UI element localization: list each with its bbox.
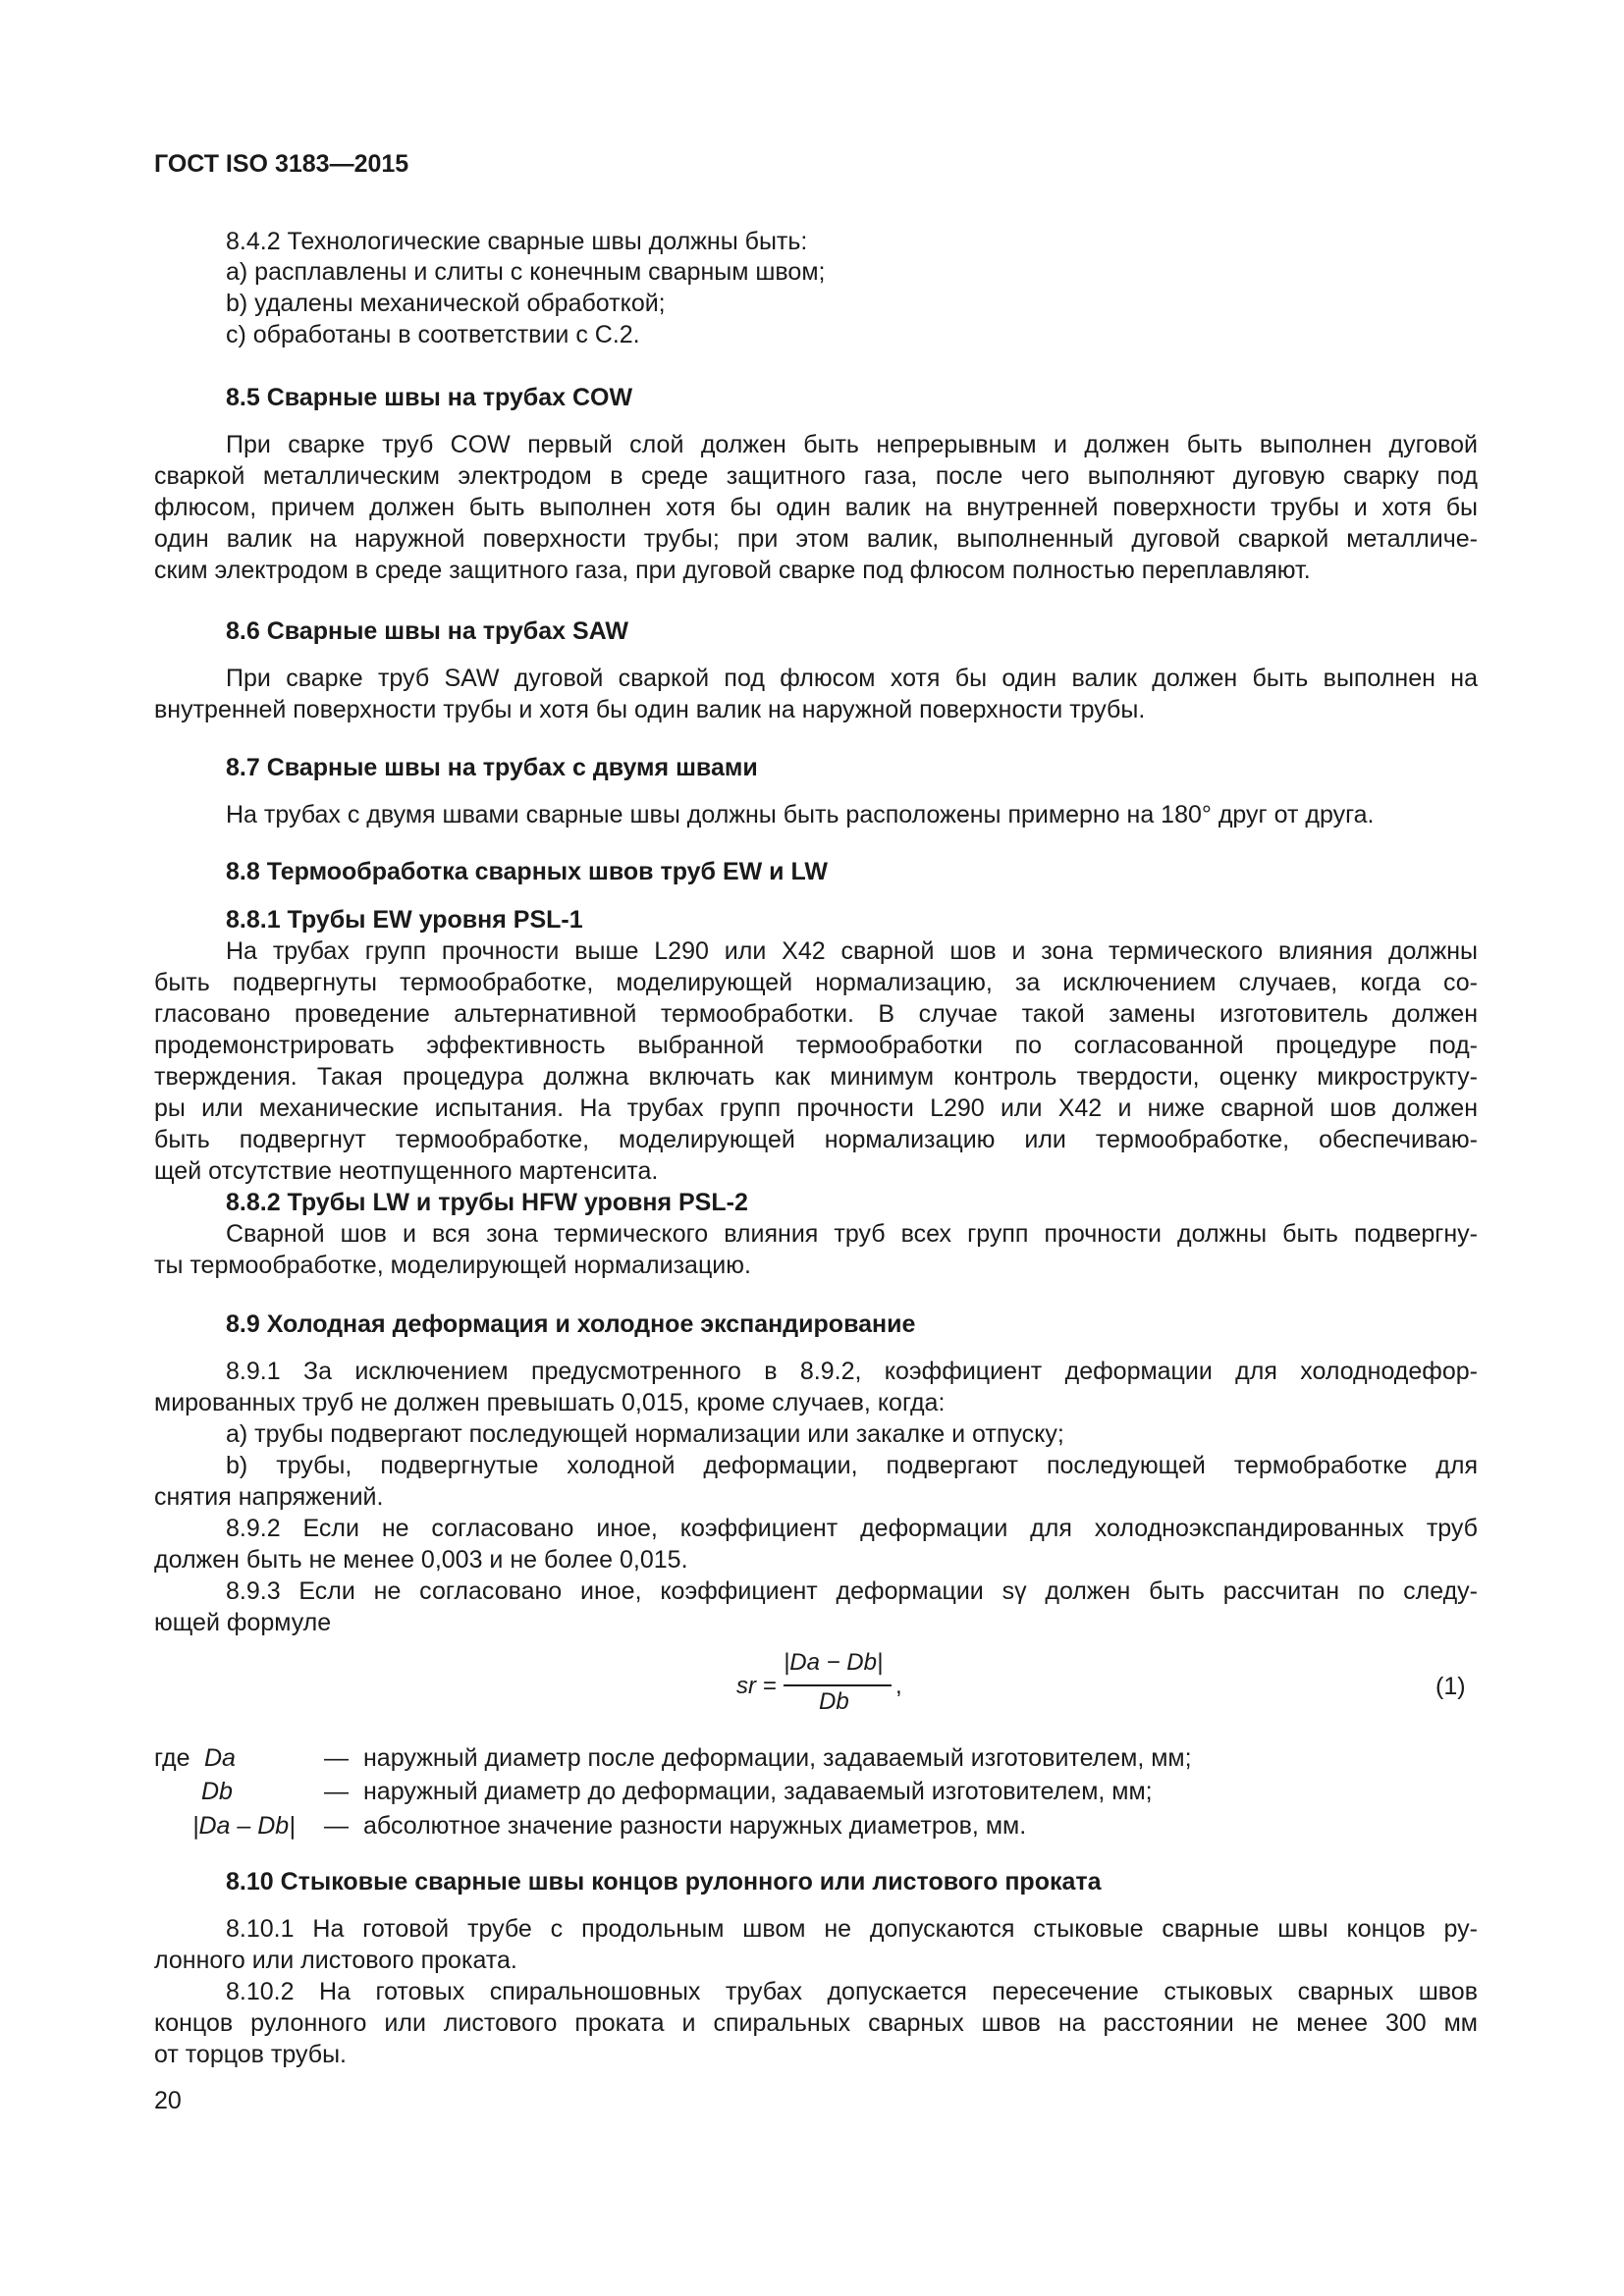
paragraph-line: быть подвергнут термообработке, моделирующей нормализацию или термообработке, обеспечиваю- (154, 1126, 1478, 1153)
document-header: ГОСТ ISO 3183—2015 (154, 150, 409, 178)
paragraph-line: должен быть не менее 0,003 и не более 0,015. (154, 1546, 688, 1574)
paragraph-line: Сварной шов и вся зона термического влияния труб всех групп прочности должны быть подвергну- (226, 1220, 1478, 1248)
section-8-8-heading: 8.8 Термообработка сварных швов труб EW и LW (226, 858, 828, 885)
clause-8-4-2-item-b: b) удалены механической обработкой; (226, 290, 666, 317)
paragraph-line: лонного или листового проката. (154, 1947, 517, 1974)
paragraph-line: щей отсутствие неотпущенного мартенсита. (154, 1157, 659, 1185)
definition-symbol: Da (204, 1744, 236, 1772)
section-8-5-heading: 8.5 Сварные швы на трубах COW (226, 384, 633, 411)
paragraph-line: внутренней поверхности трубы и хотя бы один валик на наружной поверхности трубы. (154, 696, 1146, 723)
where-lead: где (154, 1744, 190, 1772)
section-8-6-heading: 8.6 Сварные швы на трубах SAW (226, 617, 628, 645)
paragraph-line: При сварке труб COW первый слой должен быть непрерывным и должен быть выполнен дуговой (226, 431, 1478, 458)
paragraph-line: 8.10.2 На готовых спиральношовных трубах допускается пересечение стыковых сварных швов (226, 1978, 1478, 2005)
definition-text: наружный диаметр до деформации, задаваемый изготовителем, мм; (363, 1778, 1153, 1805)
paragraph-line: от торцов трубы. (154, 2041, 347, 2068)
paragraph-line: ющей формуле (154, 1609, 332, 1636)
paragraph-line: 8.9.1 За исключением предусмотренного в 8.9.2, коэффициент деформации для холоднодефор- (226, 1358, 1478, 1385)
section-8-10-heading: 8.10 Стыковые сварные швы концов рулонного или листового проката (226, 1868, 1102, 1896)
definition-symbol: |Da – Db| (192, 1812, 296, 1840)
definition-text: наружный диаметр после деформации, задаваемый изготовителем, мм; (363, 1744, 1192, 1772)
paragraph-line: быть подвергнуты термообработке, моделирующей нормализацию, за исключением случаев, когда со- (154, 969, 1478, 996)
equation-number: (1) (1435, 1673, 1466, 1700)
paragraph-line: концов рулонного или листового проката и спиральных сварных швов на расстоянии не менее 300 мм (154, 2009, 1478, 2037)
paragraph-line: 8.9.2 Если не согласовано иное, коэффициент деформации для холодноэкспандированных труб (226, 1515, 1478, 1542)
subsection-8-8-1-heading: 8.8.1 Трубы EW уровня PSL-1 (226, 906, 583, 934)
paragraph-line: 8.9.3 Если не согласовано иное, коэффициент деформации sγ должен быть рассчитан по следу- (226, 1577, 1478, 1605)
paragraph-line: мированных труб не должен превышать 0,015, кроме случаев, когда: (154, 1389, 946, 1416)
paragraph-line: один валик на наружной поверхности трубы; при этом валик, выполненный дуговой сваркой металличе- (154, 525, 1478, 553)
paragraph-line: При сварке труб SAW дуговой сваркой под флюсом хотя бы один валик должен быть выполнен на (226, 665, 1478, 692)
clause-8-4-2-item-a: a) расплавлены и слиты с конечным сварным швом; (226, 258, 826, 286)
page-number: 20 (154, 2087, 182, 2114)
definition-symbol: Db (201, 1778, 233, 1805)
clause-8-9-1-item-b: b) трубы, подвергнутые холодной деформации, подвергают последующей термобработке для (226, 1452, 1478, 1479)
definition-dash: — (324, 1744, 349, 1772)
definition-text: абсолютное значение разности наружных диаметров, мм. (363, 1812, 1027, 1840)
subsection-8-8-2-heading: 8.8.2 Трубы LW и трубы HFW уровня PSL-2 (226, 1189, 748, 1216)
paragraph-line: снятия напряжений. (154, 1483, 384, 1511)
section-8-7-heading: 8.7 Сварные швы на трубах с двумя швами (226, 754, 758, 781)
paragraph-line: ты термообработке, моделирующей нормализацию. (154, 1252, 751, 1279)
paragraph-line: 8.10.1 На готовой трубе с продольным швом не допускаются стыковые сварные швы концов ру- (226, 1915, 1478, 1943)
clause-8-4-2-intro: 8.4.2 Технологические сварные швы должны быть: (226, 228, 808, 255)
fraction-bar (784, 1684, 892, 1686)
paragraph-line: флюсом, причем должен быть выполнен хотя бы один валик на внутренней поверхности трубы и хотя бы (154, 494, 1478, 521)
section-8-9-heading: 8.9 Холодная деформация и холодное экспандирование (226, 1310, 916, 1338)
paragraph-line: На трубах групп прочности выше L290 или X42 сварной шов и зона термического влияния должны (226, 937, 1478, 965)
paragraph-line: ры или механические испытания. На трубах групп прочности L290 или X42 и ниже сварной шов должен (154, 1095, 1478, 1122)
formula-denominator: Db (819, 1688, 849, 1715)
strain-formula (736, 1649, 952, 1728)
definition-dash: — (324, 1812, 349, 1840)
paragraph-line: тверждения. Такая процедура должна включать как минимум контроль твердости, оценку микрострукту- (154, 1063, 1478, 1091)
paragraph-line: ским электродом в среде защитного газа, при дуговой сварке под флюсом полностью переплавляют. (154, 557, 1311, 584)
paragraph-line: На трубах с двумя швами сварные швы должны быть расположены примерно на 180° друг от друга. (226, 801, 1375, 828)
clause-8-9-1-item-a: a) трубы подвергают последующей нормализации или закалке и отпуску; (226, 1420, 1064, 1448)
paragraph-line: гласовано проведение альтернативной термообработки. В случае такой замены изготовитель должен (154, 1000, 1478, 1028)
paragraph-line: сваркой металлическим электродом в среде защитного газа, после чего выполняют дуговую сварку под (154, 462, 1478, 490)
definition-dash: — (324, 1778, 349, 1805)
formula-lhs: sr = (736, 1673, 777, 1699)
paragraph-line: продемонстрировать эффективность выбранной термообработки по согласованной процедуре под- (154, 1032, 1478, 1059)
clause-8-4-2-item-c: c) обработаны в соответствии с С.2. (226, 321, 640, 348)
formula-numerator: |Da − Db| (784, 1649, 884, 1676)
formula-comma: , (895, 1673, 902, 1699)
